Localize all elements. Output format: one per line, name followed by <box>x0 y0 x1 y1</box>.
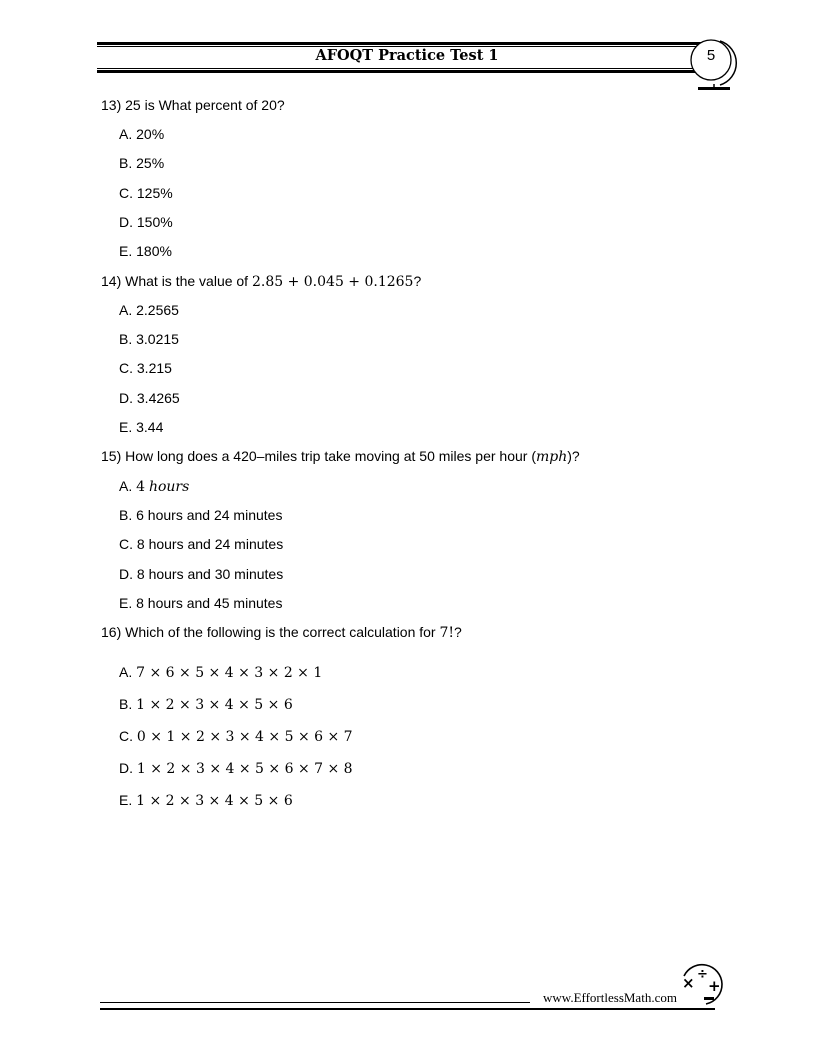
footer-rule <box>100 1008 715 1010</box>
question-13-option-c[interactable]: C. 125% <box>119 185 173 201</box>
question-14-stem: 14) What is the value of 2.85 + 0.045 + 0.1265? <box>101 273 422 290</box>
page-title: AFOQT Practice Test 1 <box>315 47 499 64</box>
question-14-option-a[interactable]: A. 2.2565 <box>119 302 179 318</box>
question-16-option-e[interactable]: E. 1 × 2 × 3 × 4 × 5 × 6 <box>119 792 293 809</box>
question-14-option-c[interactable]: C. 3.215 <box>119 360 172 376</box>
question-15-option-c[interactable]: C. 8 hours and 24 minutes <box>119 536 284 552</box>
header-rule-bottom <box>97 70 707 73</box>
svg-text:+: + <box>708 977 721 995</box>
svg-text:×: × <box>682 974 695 992</box>
page-number: 5 <box>706 47 716 64</box>
question-15-option-b[interactable]: B. 6 hours and 24 minutes <box>119 507 283 523</box>
header-rule-top <box>97 42 707 45</box>
question-16-option-c[interactable]: C. 0 × 1 × 2 × 3 × 4 × 5 × 6 × 7 <box>119 728 353 745</box>
question-14-option-e[interactable]: E. 3.44 <box>119 419 164 435</box>
question-15-option-e[interactable]: E. 8 hours and 45 minutes <box>119 595 283 611</box>
question-16-option-a[interactable]: A. 7 × 6 × 5 × 4 × 3 × 2 × 1 <box>119 664 323 681</box>
svg-text:÷: ÷ <box>697 967 708 982</box>
question-16-option-d[interactable]: D. 1 × 2 × 3 × 4 × 5 × 6 × 7 × 8 <box>119 760 353 777</box>
question-15-stem: 15) How long does a 420–miles trip take moving at 50 miles per hour (mph)? <box>101 448 580 465</box>
question-13-stem: 13) 25 is What percent of 20? <box>101 97 285 113</box>
footer-website: www.EffortlessMath.com <box>543 990 677 1005</box>
question-16-option-b[interactable]: B. 1 × 2 × 3 × 4 × 5 × 6 <box>119 696 293 713</box>
question-13-option-d[interactable]: D. 150% <box>119 214 173 230</box>
question-14-option-d[interactable]: D. 3.4265 <box>119 390 180 406</box>
question-15-option-a[interactable]: A. 4 hours <box>119 478 190 495</box>
question-13-option-e[interactable]: E. 180% <box>119 243 172 259</box>
question-14-option-b[interactable]: B. 3.0215 <box>119 331 179 347</box>
footer-rule-thin <box>100 1002 530 1003</box>
question-16-stem: 16) Which of the following is the correct calculation for 7!? <box>101 624 462 641</box>
header-rule-bottom-thin <box>97 68 707 69</box>
question-13-option-b[interactable]: B. 25% <box>119 155 165 171</box>
math-symbols-logo-icon <box>676 962 726 1008</box>
question-13-option-a[interactable]: A. 20% <box>119 126 165 142</box>
question-15-option-d[interactable]: D. 8 hours and 30 minutes <box>119 566 284 582</box>
